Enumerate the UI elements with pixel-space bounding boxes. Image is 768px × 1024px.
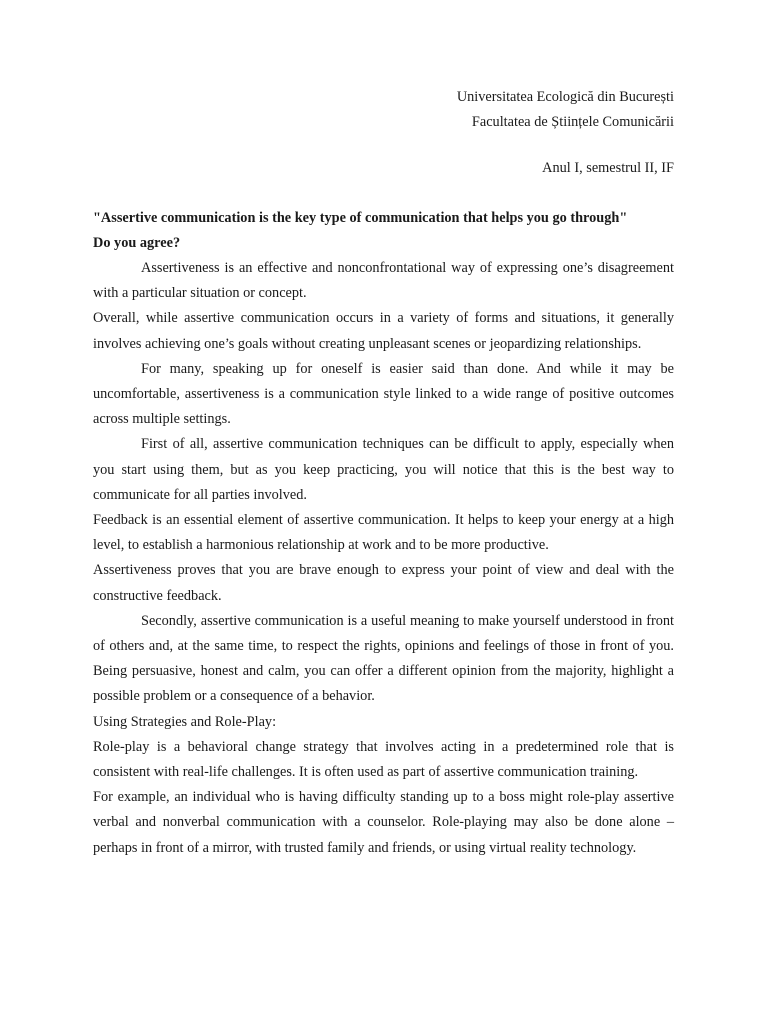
essay-body [93, 256, 674, 861]
paragraph-5: Feedback is an essential element of assertive communication. It helps to keep your energy at a high level, to establish a harmonious relationship at work and to be more productive. [93, 512, 674, 554]
year-semester: Anul I, semestrul II, IF [542, 160, 674, 176]
paragraph-1: Assertiveness is an effective and nonconfrontational way of expressing one’s disagreement with a particular situation or concept. [93, 260, 674, 302]
essay-title-line-1: "Assertive communication is the key type of communication that helps you go through" [93, 210, 628, 226]
essay-title [93, 206, 674, 256]
paragraph-2: Overall, while assertive communication occurs in a variety of forms and situations, it generally involves achieving one’s goals without creating unpleasant scenes or jeopardizing relationships. [93, 310, 674, 352]
paragraph-8: Role-play is a behavioral change strategy that involves acting in a predetermined role that is consistent with real-life challenges. It is often used as part of assertive communication training. [93, 738, 674, 781]
essay-title-line-2: Do you agree? [93, 235, 181, 251]
document-page [93, 85, 674, 861]
section-heading-role-play: Using Strategies and Role-Play: [93, 713, 277, 730]
paragraph-9: For example, an individual who is having difficulty standing up to a boss might role-play assertive verbal and nonverbal communication with a counselor. Role-playing may also be done alone – perhaps in front of a mirror, with trusted family and friends, or using virtual reality technology. [93, 789, 674, 856]
faculty-name: Facultatea de Științele Comunicării [471, 114, 674, 130]
paragraph-6: Assertiveness proves that you are brave enough to express your point of view and deal with the constructive feedback. [93, 562, 674, 604]
paragraph-7: Secondly, assertive communication is a useful meaning to make yourself understood in front of others and, at the same time, to respect the rights, opinions and feelings of those in front of you. Being persuasive, honest and calm, you can offer a different opinion from the majority, highlight a possible problem or a consequence of a behavior. [93, 612, 674, 705]
paragraph-4: First of all, assertive communication techniques can be difficult to apply, especially when you start using them, but as you keep practicing, you will notice that this is the best way to communicate for all parties involved. [93, 436, 674, 503]
university-name: Universitatea Ecologică din București [456, 89, 674, 105]
document-header [93, 85, 674, 181]
paragraph-3: For many, speaking up for oneself is easier said than done. And while it may be uncomfortable, assertiveness is a communication style linked to a wide range of positive outcomes across multiple settings. [93, 360, 674, 428]
